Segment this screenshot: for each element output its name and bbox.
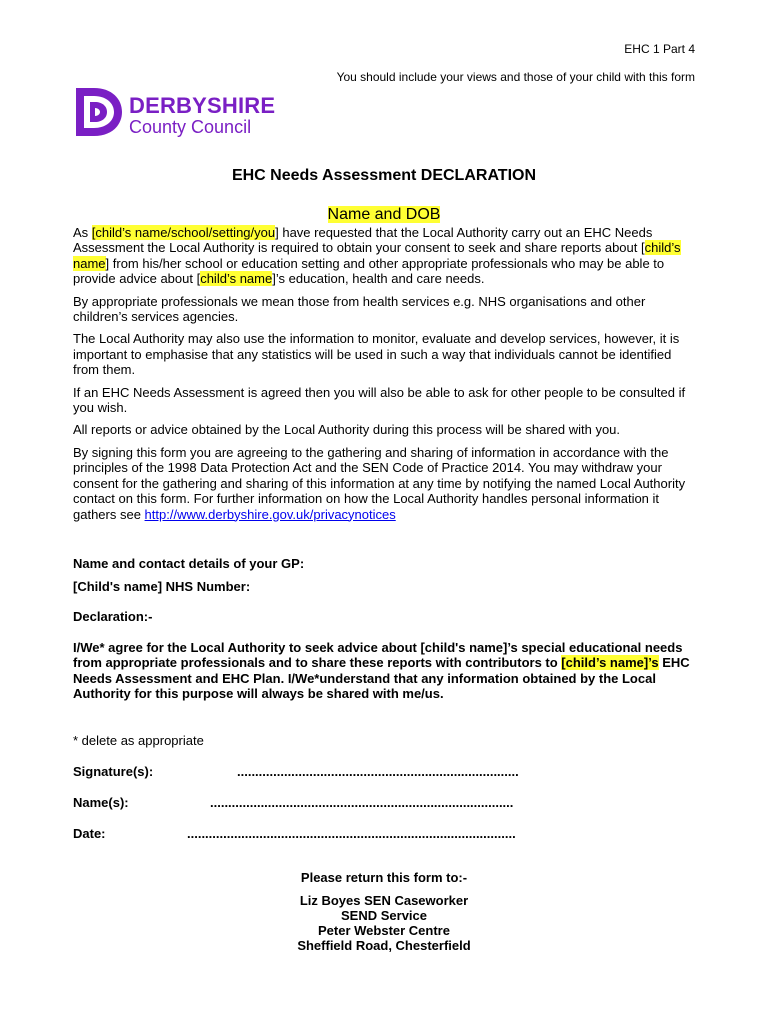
return-line-2: SEND Service (341, 908, 427, 923)
text: ]’s education, health and care needs. (272, 271, 485, 287)
highlight-child-name: child’s name (200, 271, 273, 287)
footnote: * delete as appropriate (73, 733, 204, 748)
paragraph-professionals: By appropriate professionals we mean those from health services e.g. NHS organisations and other children’s services agencies. (73, 293, 646, 325)
paragraph-sharing: All reports or advice obtained by the Local Authority during this process will be shared with you. (73, 422, 621, 438)
text: As (73, 225, 92, 240)
paragraph-consultation: If an EHC Needs Assessment is agreed then you will also be able to ask for other people to be consulted if you wish. (73, 384, 686, 416)
name-label: Name(s): (73, 795, 129, 810)
logo-mark-icon (72, 86, 124, 138)
return-line-1: Liz Boyes SEN Caseworker (299, 893, 469, 908)
text: EHC Needs Assessment and EHC Plan. I/We*understand that any information obtained by the Local Authority for this purpose will always be shared with me/us. (73, 655, 690, 702)
return-heading: Please return this form to:- (300, 870, 468, 885)
name-dob-text: Name and DOB (327, 206, 441, 223)
nhs-number-label: [Child's name] NHS Number: (73, 579, 251, 594)
text: ] from his/her school or education setting and other appropriate professionals who may be able to provide advice about [ (73, 255, 665, 287)
signature-label: Signature(s): (73, 764, 154, 779)
agreement-text (73, 640, 693, 702)
highlight-child-name-setting: [child’s name/school/setting/you (91, 225, 276, 240)
text: I/We* agree for the Local Authority to seek advice about [child's name]’s special educational needs from appropriate professionals and to share these reports with contributors to (73, 640, 683, 671)
logo-line-2: County Council (129, 117, 252, 137)
paragraph-consent (73, 225, 693, 287)
logo-line-1: DERBYSHIRE (129, 93, 276, 118)
highlight-child-name: [child’s name]’s (561, 655, 659, 671)
derbyshire-logo (72, 86, 282, 138)
name-dob-heading (0, 207, 768, 222)
gp-details-label: Name and contact details of your GP: (73, 556, 305, 571)
return-line-4: Sheffield Road, Chesterfield (297, 938, 471, 953)
return-line-3: Peter Webster Centre (318, 923, 450, 938)
document-reference: EHC 1 Part 4 (624, 42, 695, 56)
privacy-notices-link[interactable]: http://www.derbyshire.gov.uk/privacynotices (144, 506, 396, 522)
header-note: You should include your views and those of your child with this form (336, 70, 695, 84)
page-title: EHC Needs Assessment DECLARATION (231, 167, 537, 184)
name-field[interactable]: .................................................................................... (210, 795, 514, 810)
text: ] have requested that the Local Authority carry out an EHC Needs Assessment the Local Authority is required to obtain your consent to seek and share reports about [ (73, 225, 653, 256)
signature-field[interactable]: .............................................................................. (237, 764, 519, 779)
date-label: Date: (73, 826, 106, 841)
paragraph-data-protection (73, 445, 693, 522)
body-text (73, 225, 693, 529)
date-field[interactable]: ........................................................................................... (187, 826, 516, 841)
text: By signing this form you are agreeing to the gathering and sharing of information in accordance with the principles of the 1998 Data Protection Act and the SEN Code of Practice 2014. You may withdraw your consent for the gathering and sharing of this information at any time by notifying the named Local Authority contact on this form. For further information on how the Local Authority handles personal information it gathers see (73, 444, 686, 522)
highlight-child-name: child’s name (73, 240, 681, 271)
paragraph-monitoring: The Local Authority may also use the information to monitor, evaluate and develop services, however, it is important to emphasise that any statistics will be used in such a way that individuals cannot be identified from them. (73, 331, 680, 378)
declaration-label: Declaration:- (73, 609, 153, 624)
